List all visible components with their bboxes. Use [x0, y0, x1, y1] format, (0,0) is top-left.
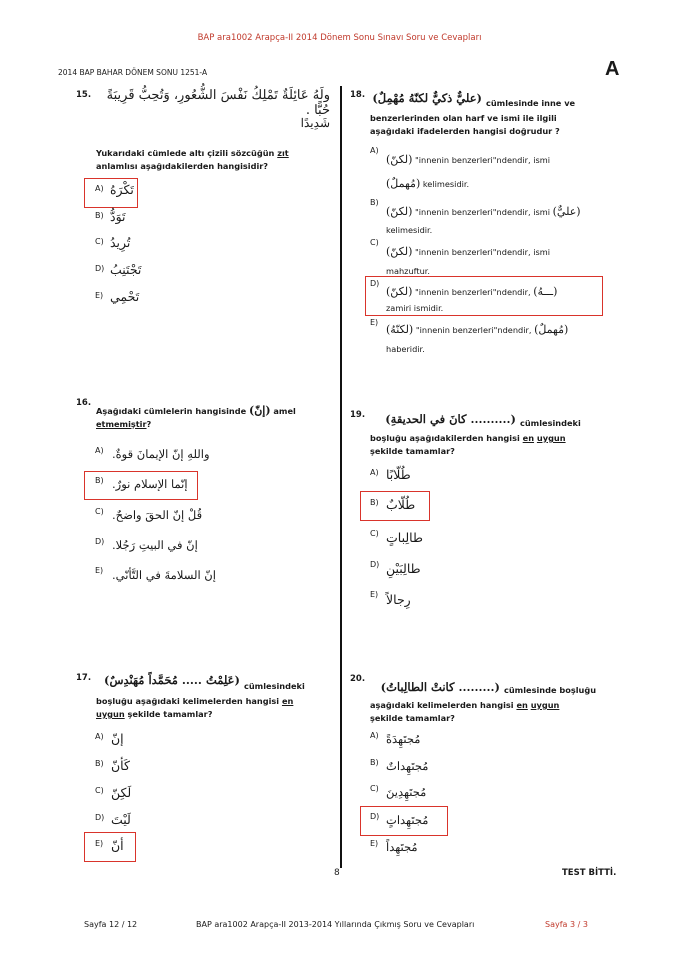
- page-number: 8: [334, 868, 340, 878]
- text-part: boşluğu aşağıdakilerden hangisi: [370, 433, 520, 443]
- option-text[interactable]: طُلّابٌ: [386, 497, 416, 512]
- option-text[interactable]: رِجالاً: [386, 592, 411, 607]
- option-text[interactable]: كَأنّ: [111, 758, 130, 773]
- text-part: Yukarıdaki cümlede altı çizili sözcüğün: [96, 148, 275, 158]
- option-text[interactable]: إنّ: [111, 731, 124, 746]
- text-part: anlamlısı aşağıdakilerden hangisidir?: [96, 161, 269, 171]
- question-number: 16.: [76, 398, 92, 408]
- question-number: 18.: [350, 90, 366, 100]
- question-text: [370, 699, 610, 725]
- question-number: 17.: [76, 673, 92, 683]
- option-label[interactable]: B): [370, 198, 379, 207]
- text-part: "innenin benzerleri"ndendir, ismi: [415, 247, 551, 257]
- text-part: "innenin benzerleri"ndendir, ismi: [415, 207, 551, 217]
- text-arabic: (مُهملٌ): [386, 177, 421, 190]
- option-label[interactable]: A): [95, 184, 104, 193]
- option-label[interactable]: A): [95, 732, 104, 741]
- option-label[interactable]: D): [95, 537, 105, 546]
- option-label[interactable]: D): [95, 813, 105, 822]
- option-text[interactable]: تَحْمِي: [110, 289, 140, 304]
- option-text[interactable]: [386, 154, 592, 166]
- text-part: aşağıdaki kelimelerden hangisi: [370, 700, 514, 710]
- option-text[interactable]: مُجتَهِداً: [386, 840, 418, 854]
- text-underlined: en: [516, 700, 528, 710]
- option-text[interactable]: مُجتَهِداتٌ: [386, 759, 429, 773]
- option-text[interactable]: تَوَدُّ: [110, 209, 126, 224]
- footer-left: Sayfa 12 / 12: [84, 920, 138, 929]
- text-arabic: (لكنّهُ): [386, 323, 414, 336]
- option-text[interactable]: إنّ في البيتِ رَجُلا.: [112, 538, 198, 552]
- option-text[interactable]: تَكْرَهُ: [110, 182, 134, 197]
- question-text: [96, 404, 336, 431]
- text-part: şekilde tamamlar?: [370, 446, 455, 456]
- question-text-end: cümlesinde inne ve: [486, 98, 576, 108]
- option-text[interactable]: لَكِنّ: [111, 785, 132, 800]
- text-underlined: zıt: [277, 148, 289, 158]
- question-text: [96, 695, 336, 721]
- text-arabic: (ـــهُ): [533, 285, 558, 298]
- option-label[interactable]: D): [95, 264, 105, 273]
- option-label[interactable]: C): [95, 237, 104, 246]
- option-text[interactable]: [386, 324, 598, 336]
- question-number: 20.: [350, 674, 366, 684]
- option-label[interactable]: E): [95, 566, 104, 575]
- text-arabic: (لكنّ): [386, 245, 413, 258]
- text-part: "innenin benzerleri"ndendir, ismi: [415, 155, 551, 165]
- option-text[interactable]: أنّ: [111, 838, 124, 853]
- text-underlined: etmemiştir: [96, 419, 147, 429]
- test-end-label: TEST BİTTİ.: [562, 868, 617, 878]
- text-arabic-inline: (إنّ): [248, 404, 271, 417]
- text-part: Aşağıdaki cümlelerin hangisinde: [96, 406, 247, 416]
- text-arabic: (لكنّ): [386, 285, 413, 298]
- question-text-end: cümlesinde boşluğu: [504, 685, 597, 695]
- text-part: boşluğu aşağıdaki kelimelerden hangisi: [96, 696, 280, 706]
- text-part: kelimesidir.: [422, 179, 470, 189]
- option-text[interactable]: إنّما الإسلام نورٌ.: [112, 477, 188, 491]
- question-text: [370, 112, 610, 138]
- option-label[interactable]: E): [370, 318, 379, 327]
- text-part: amel: [273, 406, 296, 416]
- option-label[interactable]: A): [370, 146, 379, 155]
- option-label[interactable]: A): [370, 468, 379, 477]
- option-text[interactable]: تَجْتَنِبُ: [110, 262, 142, 277]
- question-arabic: (عَلِمْتُ ..... مُحَمَّداً مُهَنْدِسٌ): [104, 673, 240, 687]
- footer-right: Sayfa 3 / 3: [545, 920, 588, 929]
- option-label[interactable]: E): [95, 839, 104, 848]
- text-part: benzerlerinden olan harf ve ismi ile ilgili: [370, 113, 557, 123]
- option-text[interactable]: طُلّابًا: [386, 467, 411, 482]
- option-text-cont[interactable]: haberidir.: [386, 344, 425, 354]
- question-arabic: ولَهُ عَائِلَةٌ تَمْلِكُ نَفْسَ الشُّعُورِ، وَتُحِبُّ قَرِيبَةً حُبًّا .: [106, 88, 330, 118]
- option-text[interactable]: طالِباتٍ: [386, 530, 423, 545]
- option-label[interactable]: B): [95, 211, 104, 220]
- option-label[interactable]: C): [95, 507, 104, 516]
- text-underlined: en: [281, 696, 294, 706]
- text-part: şekilde tamamlar?: [370, 713, 455, 723]
- page-header-title: BAP ara1002 Arapça-II 2014 Dönem Sonu Sınavı Soru ve Cevapları: [197, 33, 482, 43]
- option-label[interactable]: C): [370, 238, 379, 247]
- text-part: aşağıdaki ifadelerden hangisi doğrudur ?: [370, 126, 560, 136]
- option-label[interactable]: E): [95, 291, 104, 300]
- option-label[interactable]: B): [370, 758, 379, 767]
- option-label[interactable]: D): [370, 279, 380, 288]
- option-label[interactable]: D): [370, 560, 380, 569]
- option-label[interactable]: C): [370, 529, 379, 538]
- question-text: [370, 432, 610, 458]
- option-text[interactable]: تُرِيدُ: [110, 235, 131, 250]
- text-part: şekilde tamamlar?: [127, 709, 213, 719]
- text-part: ?: [146, 419, 152, 429]
- question-text-end: cümlesindeki: [244, 681, 305, 691]
- option-label[interactable]: A): [95, 446, 104, 455]
- question-number: 15.: [76, 90, 92, 100]
- option-label[interactable]: C): [370, 784, 379, 793]
- question-arabic: (عليٌّ ذكيٌّ لكنّهُ مُهْمِلٌ): [372, 91, 482, 105]
- text-arabic: (لكنّ): [386, 153, 413, 166]
- option-text[interactable]: [386, 206, 592, 218]
- option-text[interactable]: واللهِ إنّ الإيمانَ قوةٌ.: [112, 447, 210, 461]
- exam-code: 2014 BAP BAHAR DÖNEM SONU 1251-A: [58, 68, 208, 77]
- option-label[interactable]: A): [370, 731, 379, 740]
- option-text[interactable]: مُجتَهِدَةً: [386, 732, 421, 746]
- text-arabic: (لكنّ): [386, 205, 413, 218]
- text-arabic: (عليٌّ): [552, 205, 581, 218]
- answer-highlight-box: [84, 832, 136, 862]
- option-text[interactable]: [386, 246, 592, 258]
- option-label[interactable]: B): [95, 476, 104, 485]
- footer-center: BAP ara1002 Arapça-II 2013-2014 Yıllarında Çıkmış Soru ve Cevapları: [196, 920, 475, 929]
- question-text: [96, 147, 332, 173]
- option-text[interactable]: طالِبَيْنِ: [386, 561, 421, 576]
- question-text-end: cümlesindeki: [520, 418, 581, 428]
- option-text[interactable]: إنّ السلامةَ في التَّأنّي.: [112, 568, 216, 582]
- text-part: "innenin benzerleri"ndendir,: [415, 287, 531, 297]
- question-arabic: (......... كانتْ الطالِباتُ): [380, 680, 500, 694]
- option-label[interactable]: E): [370, 590, 379, 599]
- question-arabic-cont: شَدِيدًا: [300, 116, 330, 130]
- option-text[interactable]: [386, 286, 598, 298]
- option-label[interactable]: B): [95, 759, 104, 768]
- booklet-letter: A: [605, 58, 620, 80]
- option-label[interactable]: B): [370, 498, 379, 507]
- option-label[interactable]: D): [370, 812, 380, 821]
- column-divider: [340, 86, 342, 868]
- text-arabic: (مُهملٌ): [534, 323, 569, 336]
- option-text[interactable]: قُلْ إنّ الحقَ واضحٌ.: [112, 508, 203, 522]
- text-part: "innenin benzerleri"ndendir,: [415, 325, 532, 335]
- option-text-cont[interactable]: zamiri ismidir.: [386, 303, 444, 313]
- option-text-cont[interactable]: [386, 178, 469, 190]
- option-text[interactable]: مُجتَهِداتٍ: [386, 813, 429, 827]
- question-number: 19.: [350, 410, 366, 420]
- option-text[interactable]: مُجتَهِدِينَ: [386, 785, 427, 799]
- option-text-cont[interactable]: kelimesidir.: [386, 225, 433, 235]
- option-label[interactable]: E): [370, 839, 379, 848]
- text-underlined: uygun: [530, 700, 560, 710]
- question-arabic: (.......... كانَ في الحديقةِ): [385, 412, 516, 426]
- text-underlined: uygun: [536, 433, 566, 443]
- text-underlined: uygun: [96, 709, 125, 719]
- option-text[interactable]: لَيْتَ: [111, 812, 131, 827]
- option-text-cont[interactable]: mahzuftur.: [386, 266, 431, 276]
- text-underlined: en: [522, 433, 535, 443]
- option-label[interactable]: C): [95, 786, 104, 795]
